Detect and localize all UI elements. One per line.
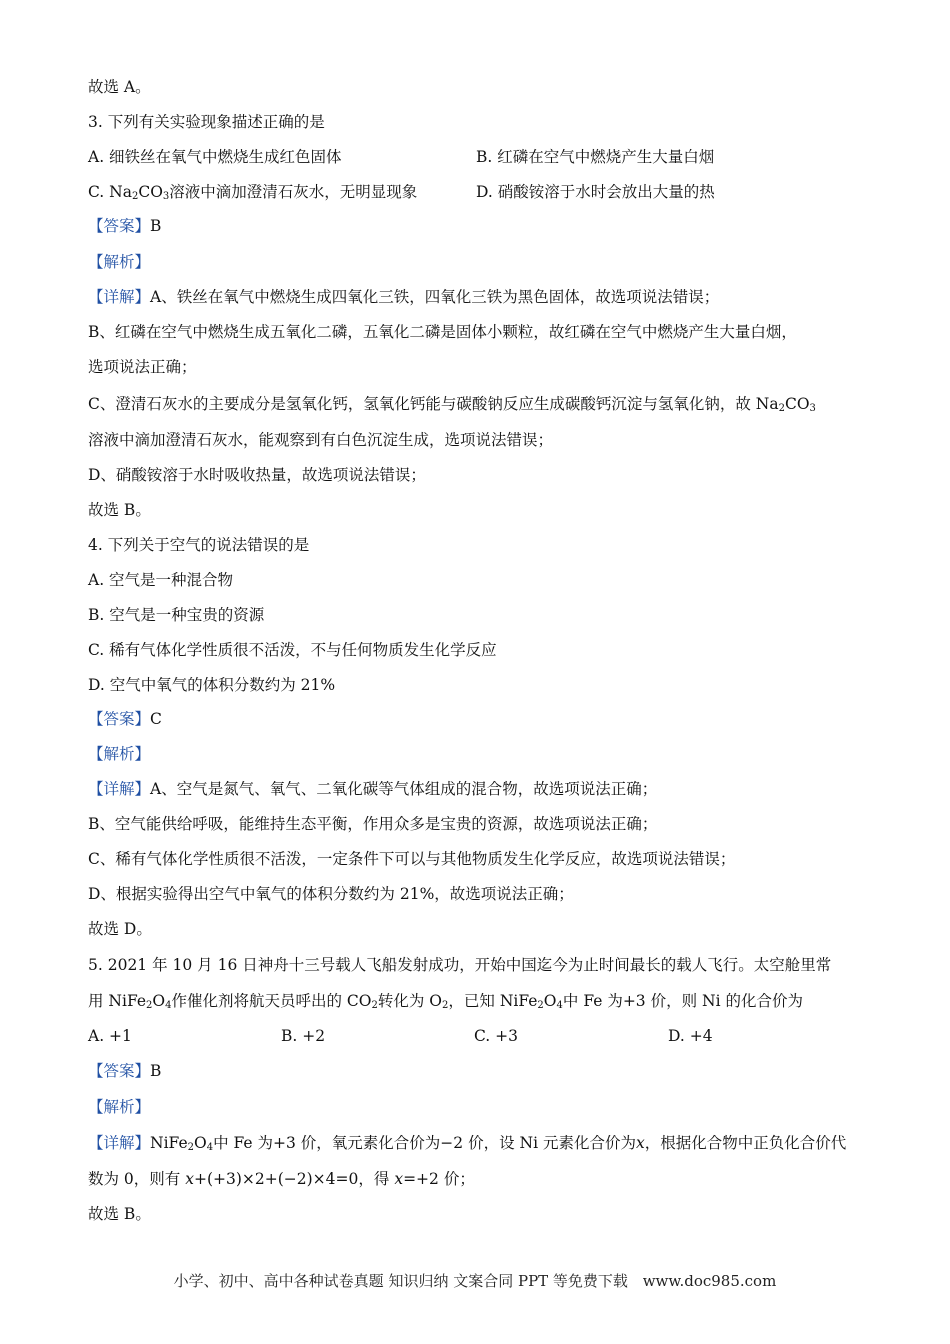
- page-footer: [0, 1270, 950, 1291]
- q4-answer: 【答案】C: [88, 710, 162, 728]
- q3-detail-b-line1: B、红磷在空气中燃烧生成五氧化二磷，五氧化二磷是固体小颗粒，故红磷在空气中燃烧产生大量白烟，: [88, 323, 797, 341]
- q3-detail-c-line1: C、澄清石灰水的主要成分是氢氧化钙，氢氧化钙能与碳酸钠反应生成碳酸钙沉淀与氢氧化钠，故 $Na_2CO_3$: [88, 395, 816, 414]
- q3-detail-a: 【详解】A、铁丝在氧气中燃烧生成四氧化三铁，四氧化三铁为黑色固体，故选项说法错误；: [88, 288, 720, 306]
- q3-option-b: B. 红磷在空气中燃烧产生大量白烟: [476, 148, 715, 166]
- q5-analysis-heading: 【解析】: [88, 1098, 151, 1116]
- q4-detail-b: B、空气能供给呼吸，能维持生态平衡，作用众多是宝贵的资源，故选项说法正确；: [88, 815, 658, 833]
- q4-conclusion: 故选 D。: [88, 920, 152, 938]
- q3-detail-b-line2: 选项说法正确；: [88, 358, 197, 376]
- q4-analysis-heading: 【解析】: [88, 745, 151, 763]
- q5-option-c: C. +3: [474, 1027, 519, 1045]
- q4-option-c: C. 稀有气体化学性质很不活泼，不与任何物质发生化学反应: [88, 641, 497, 659]
- q3-option-a: A. 细铁丝在氧气中燃烧生成红色固体: [88, 148, 342, 166]
- q4-option-a: A. 空气是一种混合物: [88, 571, 234, 589]
- q4-option-d: D. 空气中氧气的体积分数约为 21%: [88, 676, 336, 694]
- q2-conclusion: 故选 A。: [88, 78, 151, 96]
- q5-option-a: A. +1: [88, 1027, 132, 1045]
- q3-stem: 3. 下列有关实验现象描述正确的是: [88, 113, 325, 131]
- q3-answer: 【答案】B: [88, 217, 162, 235]
- q4-detail-a: 【详解】A、空气是氮气、氧气、二氧化碳等气体组成的混合物，故选项说法正确；: [88, 780, 658, 798]
- q5-answer: 【答案】B: [88, 1062, 162, 1080]
- q5-detail-line2: 数为 0，则有 x+(+3)×2+(−2)×4=0，得 x=+2 价；: [88, 1170, 475, 1188]
- q5-stem-line2: 用 $NiFe_2O_4$作催化剂将航天员呼出的 $CO_2$转化为 $O_2$，已知 $NiFe_2O_4$中 Fe 为+3 价，则 Ni 的化合价为: [88, 992, 803, 1011]
- q3-detail-d: D、硝酸铵溶于水时吸收热量，故选项说法错误；: [88, 466, 426, 484]
- footer-text: 小学、初中、高中各种试卷真题 知识归纳 文案合同 PPT 等免费下载: [173, 1272, 628, 1290]
- q5-detail-line1: 【详解】$NiFe_2O_4$中 Fe 为+3 价，氧元素化合价为−2 价，设 Ni 元素化合价为x，根据化合物中正负化合价代: [88, 1134, 847, 1153]
- q3-detail-c-line2: 溶液中滴加澄清石灰水，能观察到有白色沉淀生成，选项说法错误；: [88, 431, 554, 449]
- q4-detail-d: D、根据实验得出空气中氧气的体积分数约为 21%，故选项说法正确；: [88, 885, 574, 903]
- q4-detail-c: C、稀有气体化学性质很不活泼，一定条件下可以与其他物质发生化学反应，故选项说法错误；: [88, 850, 736, 868]
- q3-conclusion: 故选 B。: [88, 501, 151, 519]
- q3-option-c: C. $Na_2CO_3$溶液中滴加澄清石灰水，无明显现象: [88, 183, 418, 202]
- q5-option-b: B. +2: [281, 1027, 326, 1045]
- q5-option-d: D. +4: [668, 1027, 713, 1045]
- q5-stem-line1: 5. 2021 年 10 月 16 日神舟十三号载人飞船发射成功，开始中国迄今为止时间最长的载人飞行。太空舱里常: [88, 956, 832, 974]
- q4-option-b: B. 空气是一种宝贵的资源: [88, 606, 265, 624]
- footer-link[interactable]: www.doc985.com: [642, 1272, 777, 1290]
- q5-conclusion: 故选 B。: [88, 1205, 151, 1223]
- q3-option-d: D. 硝酸铵溶于水时会放出大量的热: [476, 183, 715, 201]
- q3-analysis-heading: 【解析】: [88, 253, 151, 271]
- q4-stem: 4. 下列关于空气的说法错误的是: [88, 536, 310, 554]
